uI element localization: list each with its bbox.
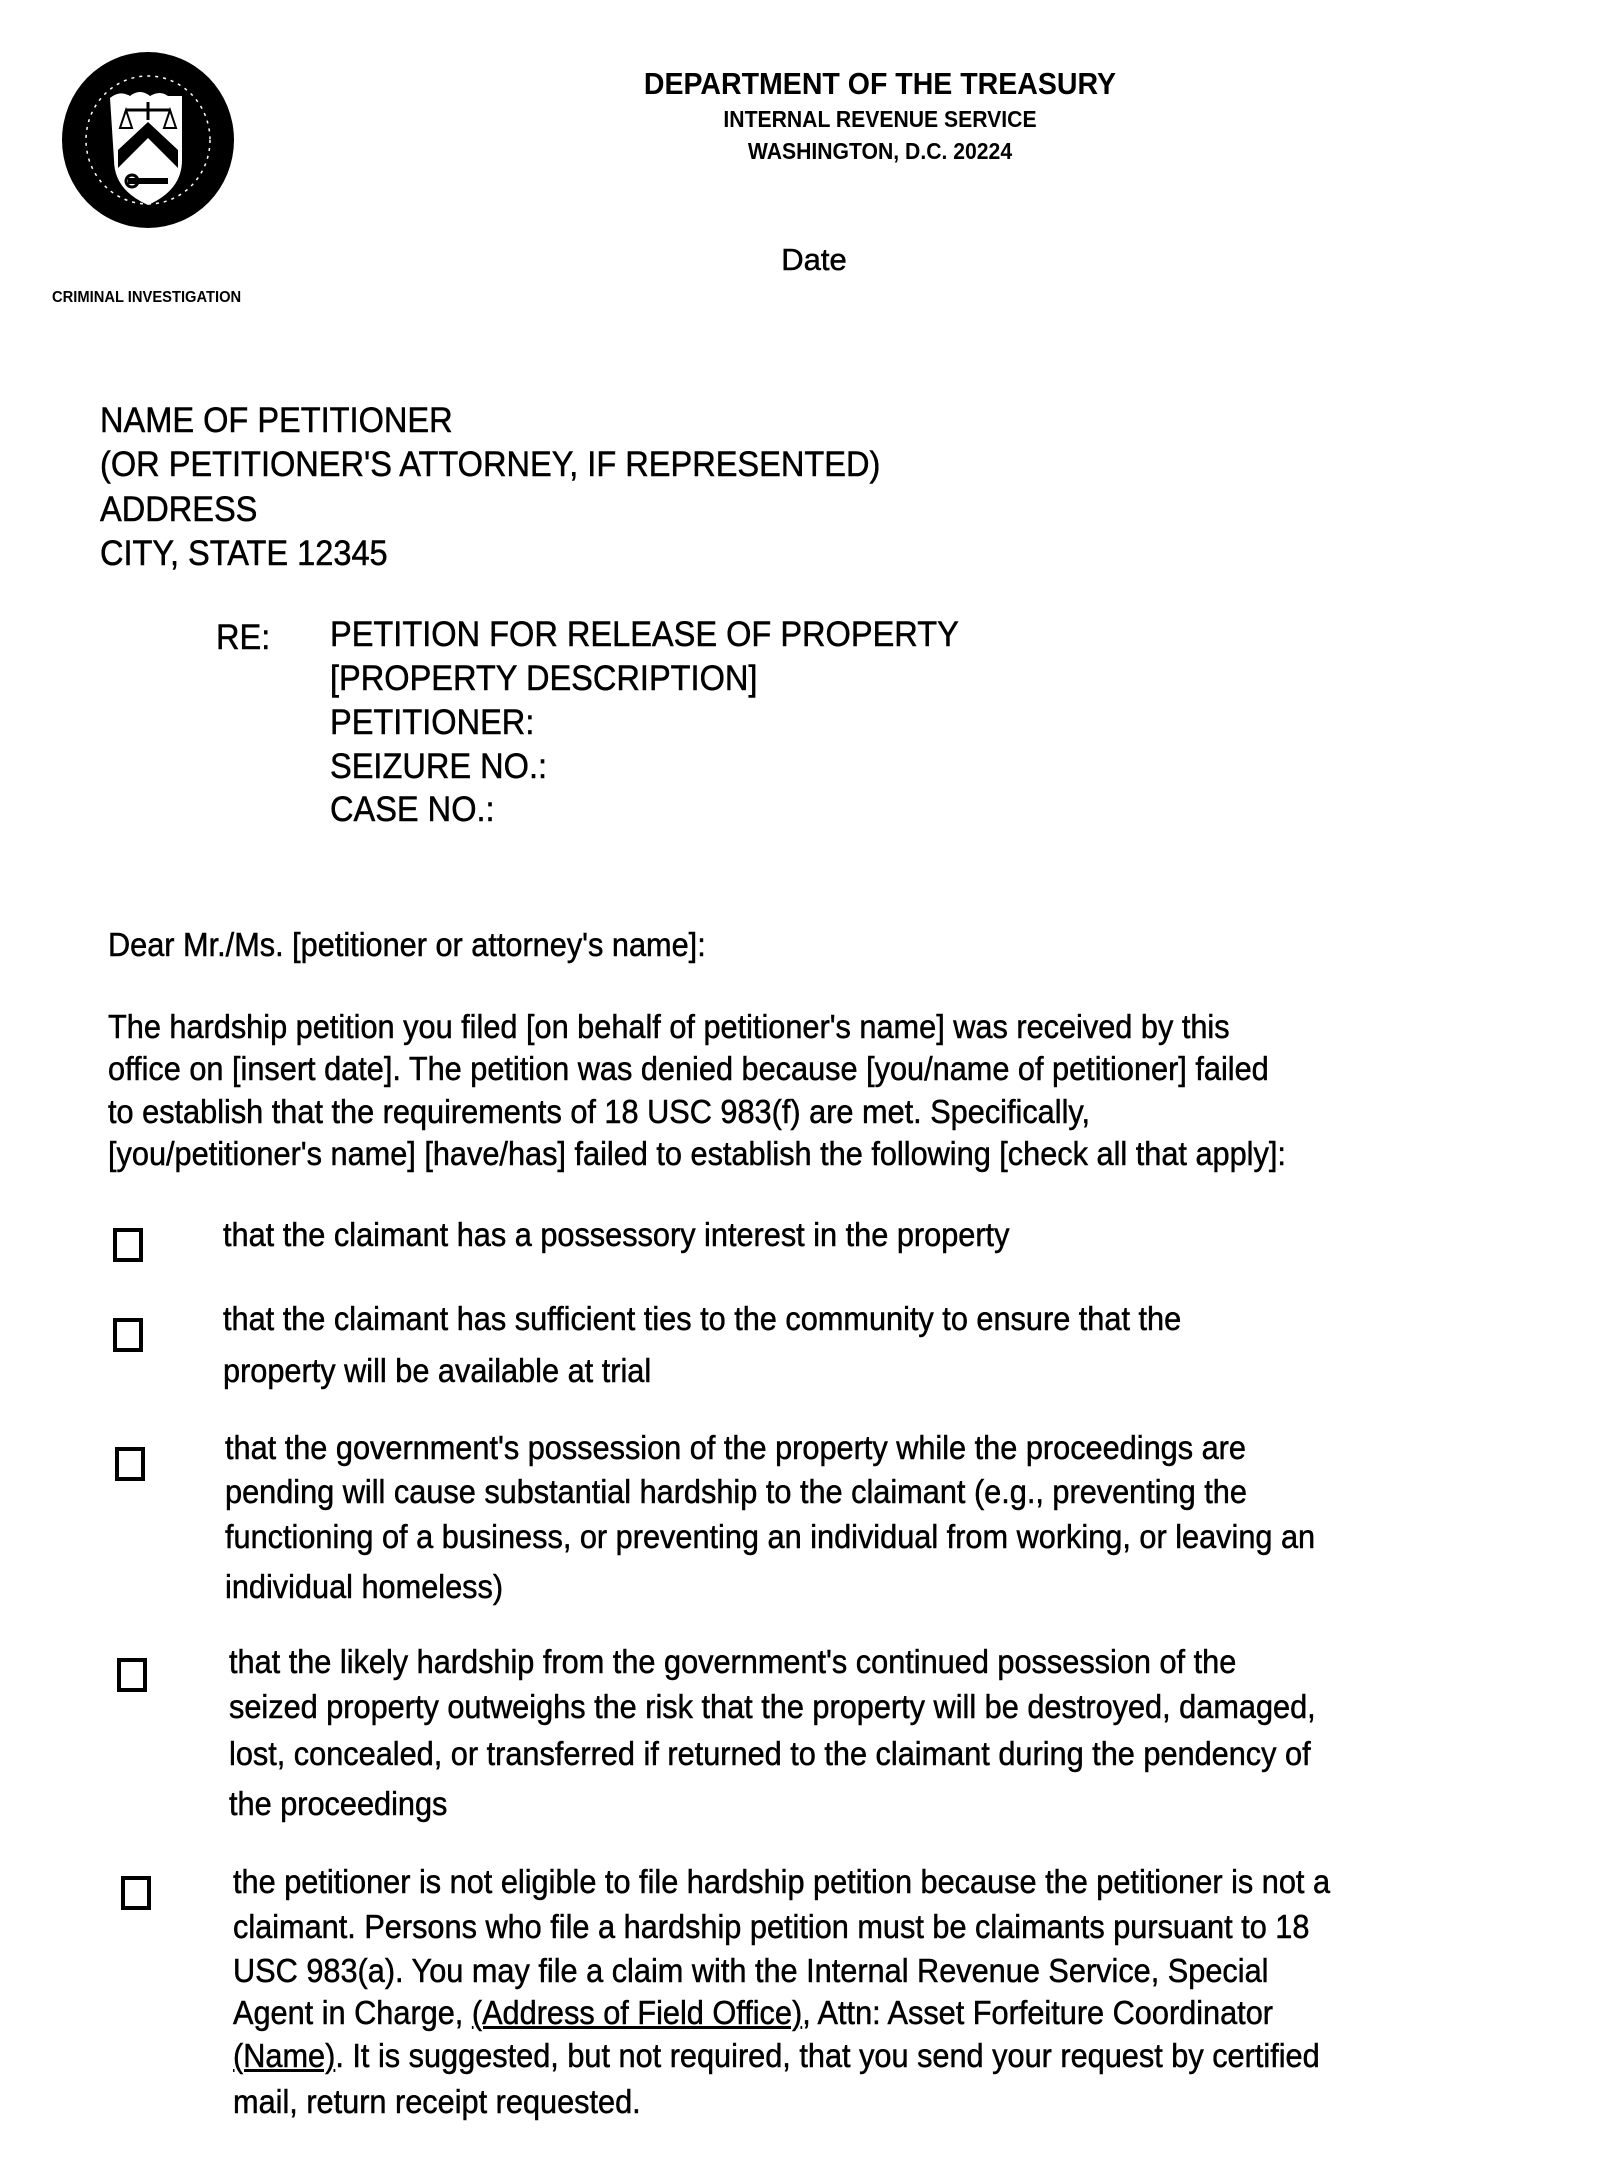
agency-name: INTERNAL REVENUE SERVICE: [723, 106, 1037, 132]
item-line: [233, 1996, 1273, 2029]
body-line: office on [insert date]. The petition was denied because [you/name of petitioner] failed: [108, 1050, 1269, 1087]
agency-address: WASHINGTON, D.C. 20224: [747, 138, 1013, 164]
item-line: lost, concealed, or transferred if returned to the claimant during the pendency of: [229, 1735, 1311, 1772]
item-line: claimant. Persons who file a hardship petition must be claimants pursuant to 18: [233, 1908, 1310, 1945]
addressee-line: CITY, STATE 12345: [100, 534, 388, 573]
checkbox[interactable]: [113, 1318, 143, 1352]
item-line: [233, 2039, 1320, 2072]
salutation: Dear Mr./Ms. [petitioner or attorney's name]:: [108, 926, 706, 963]
re-line: PETITION FOR RELEASE OF PROPERTY: [330, 615, 959, 654]
re-line: PETITIONER:: [330, 703, 535, 742]
item-line: that the government's possession of the property while the proceedings are: [225, 1429, 1246, 1466]
addressee-line: (OR PETITIONER'S ATTORNEY, IF REPRESENTED): [100, 445, 881, 484]
item-line: individual homeless): [225, 1568, 504, 1605]
item-line: that the claimant has a possessory interest in the property: [223, 1216, 1010, 1253]
re-line: SEIZURE NO.:: [330, 747, 548, 786]
item-line: seized property outweighs the risk that the property will be destroyed, damaged,: [229, 1688, 1316, 1725]
item-line: property will be available at trial: [223, 1352, 652, 1389]
item-line: the proceedings: [229, 1785, 448, 1822]
item-text: , Attn: Asset Forfeiture Coordinator: [802, 1994, 1274, 2031]
checkbox[interactable]: [121, 1876, 151, 1910]
item-text: . It is suggested, but not required, that you send your request by certified: [335, 2037, 1320, 2074]
field-office-placeholder: (Address of Field Office): [471, 1994, 803, 2031]
item-line: USC 983(a). You may file a claim with the Internal Revenue Service, Special: [233, 1952, 1269, 1989]
addressee-line: ADDRESS: [100, 490, 258, 529]
re-line: CASE NO.:: [330, 790, 495, 829]
division-name: CRIMINAL INVESTIGATION: [52, 289, 242, 306]
name-placeholder: (Name): [233, 2037, 336, 2074]
checkbox[interactable]: [115, 1447, 145, 1481]
item-line: functioning of a business, or preventing an individual from working, or leaving an: [225, 1518, 1316, 1555]
body-line: to establish that the requirements of 18 USC 983(f) are met. Specifically,: [108, 1093, 1090, 1130]
item-line: that the likely hardship from the government's continued possession of the: [229, 1643, 1237, 1680]
seal-icon: [58, 50, 238, 230]
item-line: mail, return receipt requested.: [233, 2083, 641, 2120]
addressee-line: NAME OF PETITIONER: [100, 401, 453, 440]
item-line: the petitioner is not eligible to file hardship petition because the petitioner is not a: [233, 1863, 1331, 1900]
checkbox[interactable]: [113, 1228, 143, 1262]
item-text: Agent in Charge,: [233, 1994, 472, 2031]
treasury-seal: [58, 50, 238, 234]
body-line: The hardship petition you filed [on behalf of petitioner's name] was received by this: [108, 1008, 1230, 1045]
date-field: Date: [781, 242, 847, 277]
item-line: that the claimant has sufficient ties to the community to ensure that the: [223, 1300, 1182, 1337]
checkbox[interactable]: [117, 1658, 147, 1692]
re-line: [PROPERTY DESCRIPTION]: [330, 659, 758, 698]
body-line: [you/petitioner's name] [have/has] failed to establish the following [check all that apply]:: [108, 1135, 1286, 1172]
re-label: RE:: [216, 618, 271, 657]
item-line: pending will cause substantial hardship to the claimant (e.g., preventing the: [225, 1473, 1247, 1510]
department-title: DEPARTMENT OF THE TREASURY: [643, 66, 1117, 101]
